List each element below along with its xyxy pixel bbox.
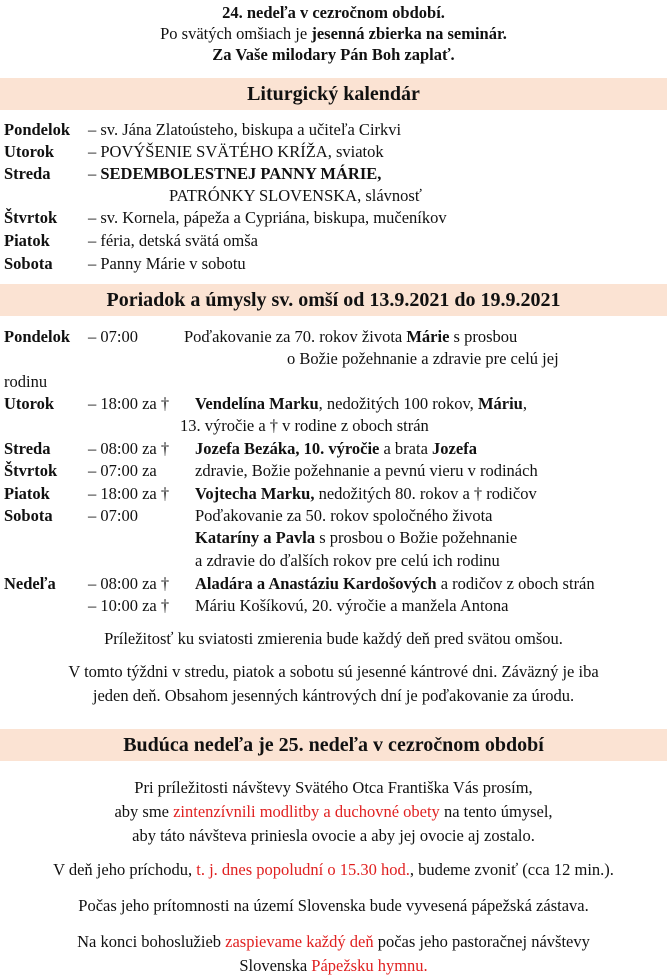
- mass-intention-cont: Kataríny a Pavla s prosbou o Božie požehnanie: [195, 528, 518, 547]
- anthem-note: Na konci bohoslužieb zaspievame každý deň počas jeho pastoračnej návštevy Slovenska Pápežsku hymnu.: [77, 932, 590, 975]
- next-sunday-heading: Budúca nedeľa je 25. nedeľa v cezročnom období: [0, 729, 667, 761]
- mass-intention-cont: o Božie požehnanie a zdravie pre celú jej: [287, 349, 559, 368]
- mass-intention-cont: rodinu: [4, 372, 48, 391]
- mass-intention: Vojtecha Marku, nedožitých 80. rokov a † rodičov: [195, 484, 537, 503]
- bells-note: V deň jeho príchodu, t. j. dnes popoludní o 15.30 hod., budeme zvoniť (cca 12 min.).: [53, 860, 614, 879]
- mass-intention: Máriu Košíkovú, 20. výročie a manžela Antona: [195, 596, 509, 615]
- mass-intention-cont: a zdravie do ďalších rokov pre celú ich rodinu: [195, 551, 500, 570]
- ember-days-note: V tomto týždni v stredu, piatok a sobotu sú jesenné kántrové dni. Záväzný je iba jeden deň. Obsahom jesenných kántrových dní je poďakovanie za úrodu.: [68, 662, 599, 705]
- mass-intention: Poďakovanie za 50. rokov spoločného života: [195, 506, 493, 525]
- announcements-header: [0, 2, 667, 65]
- flag-note: Počas jeho prítomnosti na území Slovenska bude vyvesená pápežská zástava.: [78, 896, 589, 915]
- calendar-heading: Liturgický kalendár: [0, 78, 667, 110]
- mass-intention: zdravie, Božie požehnanie a pevnú vieru v rodinách: [195, 461, 538, 480]
- mass-intention-cont: 13. výročie a † v rodine z oboch strán: [180, 416, 429, 435]
- mass-intention: Vendelína Marku, nedožitých 100 rokov, Máriu,: [195, 394, 527, 413]
- mass-intention: Aladára a Anastáziu Kardošových a rodičov z oboch strán: [195, 574, 595, 593]
- calendar-row-continued: PATRÓNKY SLOVENSKA, slávnosť: [169, 186, 422, 205]
- mass-row: Štvrtok – 07:00 za: [4, 461, 157, 480]
- mass-row: Sobota – 07:00: [4, 506, 138, 525]
- calendar-row: Sobota – Panny Márie v sobotu: [4, 254, 246, 273]
- calendar-row: Piatok – féria, detská svätá omša: [4, 231, 258, 250]
- calendar-row: Utorok – POVÝŠENIE SVÄTÉHO KRÍŽA, sviatok: [4, 142, 384, 161]
- collection-note: Po svätých omšiach je jesenná zbierka na seminár.: [160, 24, 507, 43]
- mass-row: Nedeľa – 08:00 za †: [4, 574, 170, 593]
- mass-time: – 10:00 za †: [88, 596, 170, 615]
- calendar-row: Streda – SEDEMBOLESTNEJ PANNY MÁRIE,: [4, 164, 382, 183]
- sunday-title: 24. nedeľa v cezročnom období.: [222, 3, 445, 22]
- mass-intention: Jozefa Bezáka, 10. výročie a brata Jozefa: [195, 439, 477, 458]
- calendar-row: Štvrtok – sv. Kornela, pápeža a Cypriána, biskupa, mučeníkov: [4, 208, 447, 227]
- thanks-note: Za Vaše milodary Pán Boh zaplať.: [212, 45, 455, 64]
- mass-row: Utorok – 18:00 za †: [4, 394, 170, 413]
- mass-row: Streda – 08:00 za †: [4, 439, 170, 458]
- masses-heading: Poriadok a úmysly sv. omší od 13.9.2021 do 19.9.2021: [0, 284, 667, 316]
- mass-intention: Poďakovanie za 70. rokov života Márie s prosbou: [184, 327, 518, 346]
- mass-row: Piatok – 18:00 za †: [4, 484, 170, 503]
- confession-note: Príležitosť ku sviatosti zmierenia bude každý deň pred svätou omšou.: [104, 629, 563, 648]
- pope-visit-paragraph: Pri príležitosti návštevy Svätého Otca Františka Vás prosím, aby sme zintenzívnili modlitby a duchovné obety na tento úmysel, aby táto návšteva priniesla ovocie a aby jej ovocie aj zostalo.: [114, 778, 553, 845]
- calendar-row: Pondelok – sv. Jána Zlatoústeho, biskupa a učiteľa Cirkvi: [4, 120, 402, 139]
- mass-row: Pondelok – 07:00: [4, 327, 138, 346]
